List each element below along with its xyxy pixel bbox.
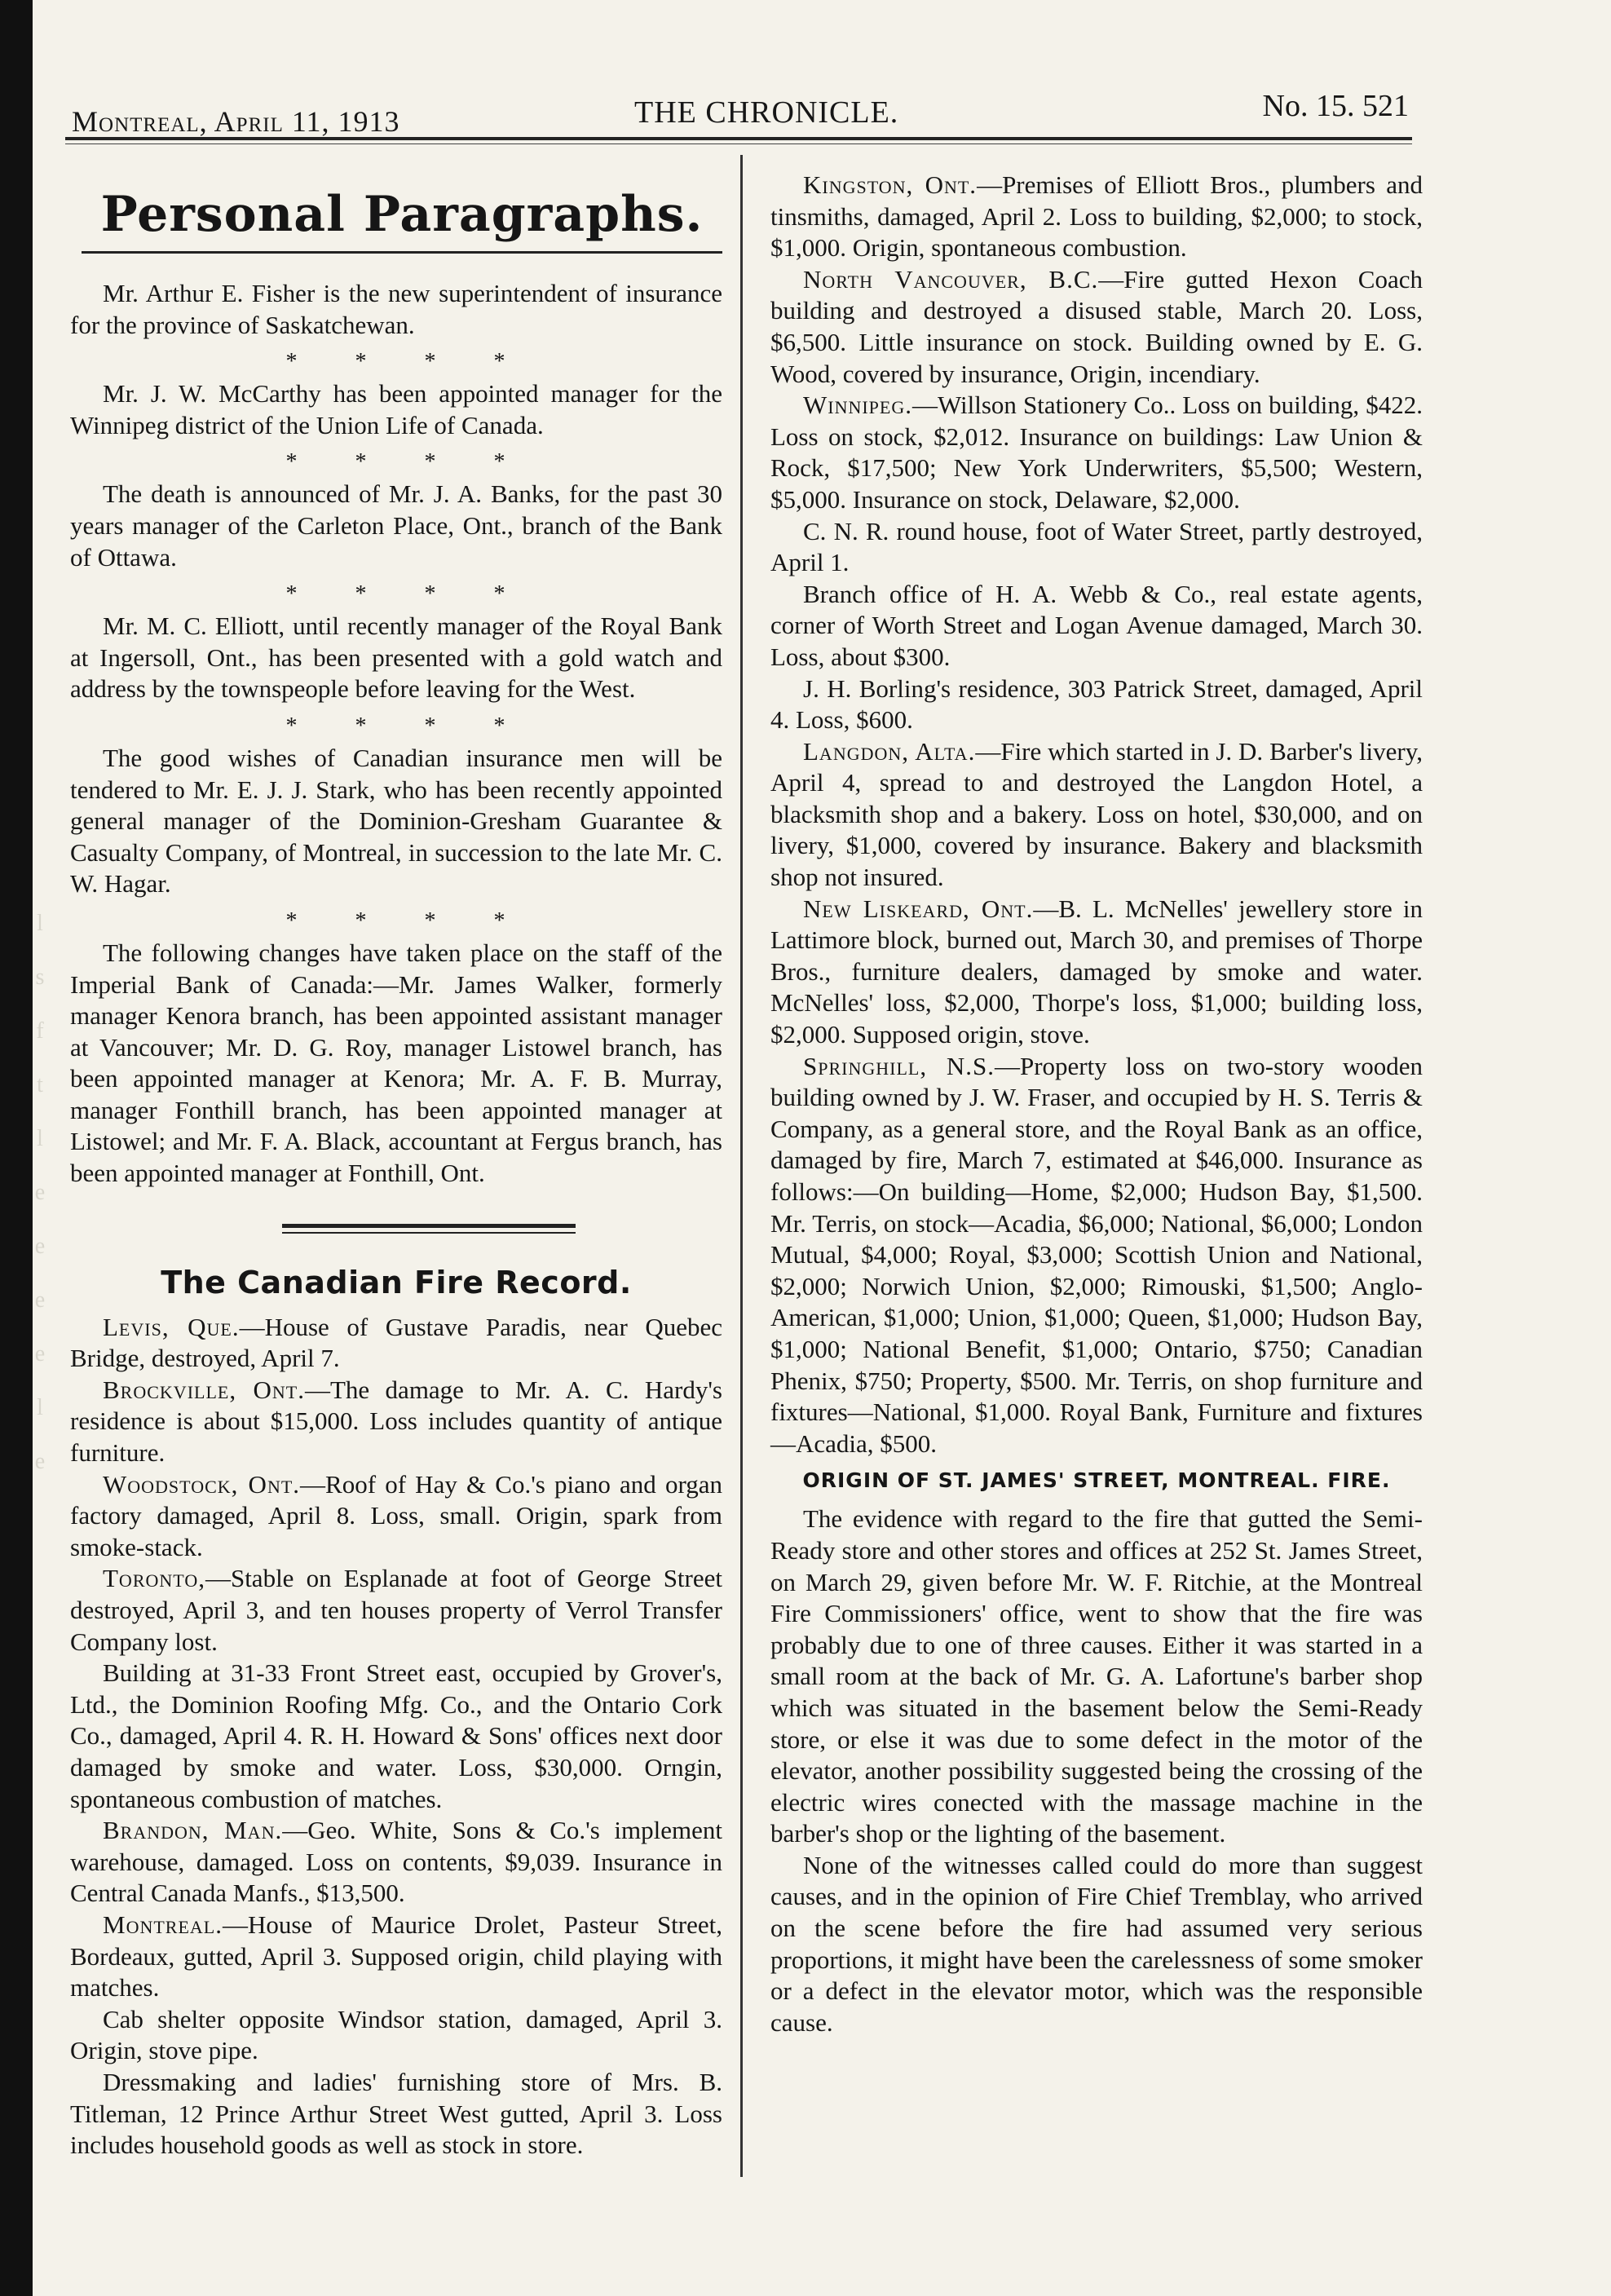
section-double-rule xyxy=(282,1224,576,1234)
fire-item-text: —House of Maurice Drolet, Pasteur Street, Bordeaux, gutted, April 3. Supposed origin, child playing with matches. xyxy=(70,1910,722,2002)
fire-item xyxy=(770,390,1423,515)
fire-item xyxy=(70,1375,722,1469)
fire-item-place: Brandon, Man. xyxy=(103,1816,283,1845)
personal-paragraph: The death is announced of Mr. J. A. Banks, for the past 30 years manager of the Carleton Place, Ont., branch of the Bank of Ottawa. xyxy=(70,479,722,572)
fire-item-text: —Stable on Esplanade at foot of George Street destroyed, April 3, and ten houses property of Verrol Transfer Company lost. xyxy=(70,1564,722,1656)
fire-item xyxy=(770,894,1423,1051)
personal-paragraph: The good wishes of Canadian insurance men will be tendered to Mr. E. J. J. Stark, who has been recently appointed general manager of the Dominion-Gresham Guarantee & Casualty Company, of Montreal, in succession to the late Mr. C. W. Hagar. xyxy=(70,743,722,899)
fire-item-text: J. H. Borling's residence, 303 Patrick Street, damaged, April 4. Loss, $600. xyxy=(770,673,1423,735)
fire-item xyxy=(770,673,1423,736)
fire-item-place: Langdon, Alta. xyxy=(803,736,976,766)
fire-item xyxy=(70,2067,722,2161)
fire-item xyxy=(70,1910,722,2004)
fire-item-text: Cab shelter opposite Windsor station, damaged, April 3. Origin, stove pipe. xyxy=(70,2004,722,2065)
edge-fragment: s xyxy=(35,965,45,990)
fire-item-place: Toronto, xyxy=(103,1564,205,1593)
fire-item-place: Springhill, N.S. xyxy=(803,1051,995,1080)
edge-fragment: l xyxy=(37,1126,43,1151)
header-rule xyxy=(65,137,1412,140)
fire-item xyxy=(770,264,1423,390)
fire-item-text: —House of Gustave Paradis, near Quebec Bridge, destroyed, April 7. xyxy=(70,1312,722,1373)
fire-item xyxy=(770,516,1423,579)
personal-paragraph: Mr. M. C. Elliott, until recently manager of the Royal Bank at Ingersoll, Ont., has been presented with a gold watch and address by the townspeople before leaving for the West. xyxy=(70,612,722,704)
fire-item xyxy=(770,170,1423,264)
edge-fragment: e xyxy=(34,1234,46,1259)
fire-item-text: —Roof of Hay & Co.'s piano and organ factory damaged, April 8. Loss, small. Origin, spark from smoke-stack. xyxy=(70,1469,722,1561)
fire-item-place: Winnipeg. xyxy=(803,391,912,420)
edge-fragment: e xyxy=(34,1180,46,1205)
header-issue-page: No. 15. 521 xyxy=(1262,89,1409,123)
origin-paragraph: None of the witnesses called could do more than suggest causes, and in the opinion of Fire Chief Tremblay, who arrived on the scene before the fire had assumed very serious proportions, it might have been the carelessness of some smoker or a defect in the elevator motor, which was the responsible cause. xyxy=(770,1850,1423,2037)
personal-paragraph: Mr. J. W. McCarthy has been appointed manager for the Winnipeg district of the Union Life of Canada. xyxy=(70,379,722,439)
fire-item-text: —B. L. McNelles' jewellery store in Lattimore block, burned out, March 30, and premises of Thorpe Bros., furniture dealers, damaged by smoke and water. McNelles' loss, $2,000, Thorpe's loss, $1,000; building loss, $2,000. Supposed origin, stove. xyxy=(770,894,1423,1049)
fire-item-place: Woodstock, Ont. xyxy=(103,1469,301,1499)
fire-item-text: C. N. R. round house, foot of Water Street, partly destroyed, April 1. xyxy=(770,516,1423,577)
origin-paragraph: The evidence with regard to the fire that gutted the Semi-Ready store and other stores and offices at 252 St. James Street, on March 29, given before Mr. W. F. Ritchie, at the Montreal Fire Commissioners' office, went to show that the fire was probably due to one of three causes. Either it was started in a small room at the back of Mr. G. A. Lafortune's barber shop which was situated in the basement below the Semi-Ready store, or else it was due to some defect in the motor of the elevator, another possibility suggested being the crossing of the electric wires conected with the massage machine in the barber's shop or the lighting of the basement. xyxy=(770,1504,1423,1848)
fire-item xyxy=(70,1563,722,1658)
edge-fragments xyxy=(33,897,47,1489)
fire-item-text: Building at 31-33 Front Street east, occupied by Grover's, Ltd., the Dominion Roofing Mfg. Co., and the Ontario Cork Co., damaged, April 4. R. H. Howard & Sons' offices next door damaged by smoke and water. Loss, $30,000. Orngin, spontaneous combustion of matches. xyxy=(70,1658,722,1813)
header-date: Montreal, April 11, 1913 xyxy=(72,105,400,138)
fire-item-text: —Premises of Elliott Bros., plumbers and tinsmiths, damaged, April 2. Loss to building, $2,000; to stock, $1,000. Origin, spontaneous combustion. xyxy=(770,170,1423,263)
fire-item-place: North Vancouver, B.C. xyxy=(803,264,1099,294)
fire-item-text: —Geo. White, Sons & Co.'s implement warehouse, damaged. Loss on contents, $9,039. Insurance in Central Canada Manfs., $13,500. xyxy=(70,1816,722,1908)
fire-item xyxy=(770,736,1423,894)
fire-item-text: Branch office of H. A. Webb & Co., real estate agents, corner of Worth Street and Logan Avenue damaged, March 30. Loss, about $300. xyxy=(770,579,1423,671)
fire-item xyxy=(70,1312,722,1375)
left-column xyxy=(70,186,722,2161)
header-publication: THE CHRONICLE. xyxy=(634,95,899,130)
fire-item-text: —Fire gutted Hexon Coach building and destroyed a disused stable, March 20. Loss, $6,500. Little insurance on stock. Building owned by E. G. Wood, covered by insurance, Origin, incendiary. xyxy=(770,264,1423,388)
fire-item xyxy=(70,1815,722,1910)
right-column xyxy=(770,170,1423,2038)
fire-item-place: Levis, Que. xyxy=(103,1312,240,1341)
fire-item-place: New Liskeard, Ont. xyxy=(803,894,1034,923)
fire-item xyxy=(70,1469,722,1564)
edge-fragment: e xyxy=(34,1341,46,1367)
edge-fragment: f xyxy=(36,1018,44,1044)
edge-fragment: e xyxy=(34,1449,46,1474)
fire-item-place: Brockville, Ont. xyxy=(103,1375,305,1404)
fire-item-text: Dressmaking and ladies' furnishing store of Mrs. B. Titleman, 12 Prince Arthur Street West gutted, April 3. Loss includes household goods as well as stock in store. xyxy=(70,2067,722,2160)
fire-item xyxy=(70,1658,722,1815)
newspaper-page xyxy=(33,0,1611,2296)
edge-fragment: e xyxy=(34,1287,46,1313)
separator-stars: * * * * xyxy=(285,581,532,607)
fire-item-text: —Fire which started in J. D. Barber's livery, April 4, spread to and destroyed the Langdon Hotel, a blacksmith shop and a bakery. Loss on hotel, $30,000, and on livery, $1,000, covered by insurance. Bakery and blacksmith shop not insured. xyxy=(770,736,1423,892)
fire-item-text: —The damage to Mr. A. C. Hardy's residence is about $15,000. Loss includes quantity of antique furniture. xyxy=(70,1375,722,1468)
fire-item xyxy=(70,2004,722,2067)
fire-item-text: —Property loss on two-story wooden building owned by J. W. Fraser, and occupied by H. S. Terris & Company, as a general store, and the Royal Bank as an office, damaged by fire, March 7, estimated at $46,000. Insurance as follows:—On building—Home, $2,000; Hudson Bay, $1,500. Mr. Terris, on stock—Acadia, $6,000; National, $6,000; London Mutual, $4,000; Royal, $3,000; Scottish Union and National, $2,000; Norwich Union, $2,000; Rimouski, $1,500; Anglo-American, $1,000; Union, $1,000; Queen, $1,000; Hudson Bay, $1,000; National Benefit, $1,000; Ontario, $750; Canadian Phenix, $750; Property, $500. Mr. Terris, on shop furniture and fixtures—National, $1,000. Royal Bank, Furniture and fixtures—Acadia, $500. xyxy=(770,1051,1423,1458)
page-header xyxy=(72,82,1409,139)
edge-fragment: l xyxy=(37,1395,43,1420)
fire-item-text: —Willson Stationery Co.. Loss on building, $422. Loss on stock, $2,012. Insurance on buildings: Law Union & Rock, $17,500; New York Underwriters, $5,500; Western, $5,000. Insurance on stock, Delaware, $2,000. xyxy=(770,391,1423,514)
edge-fragment: l xyxy=(37,911,43,936)
fire-item xyxy=(770,579,1423,673)
fire-item xyxy=(770,1051,1423,1460)
separator-stars: * * * * xyxy=(285,907,532,934)
fire-item-place: Kingston, Ont. xyxy=(803,170,978,199)
personal-paragraphs-title: Personal Paragraphs. xyxy=(82,186,722,254)
separator-stars: * * * * xyxy=(285,449,532,475)
personal-paragraph: Mr. Arthur E. Fisher is the new superintendent of insurance for the province of Saskatchewan. xyxy=(70,279,722,339)
personal-paragraph: The following changes have taken place on the staff of the Imperial Bank of Canada:—Mr. James Walker, formerly manager Kenora branch, has been appointed assistant manager at Vancouver; Mr. D. G. Roy, manager Listowel branch, has been appointed manager at Kenora; Mr. A. F. B. Murray, manager Fonthill branch, has been appointed manager at Listowel; and Mr. F. A. Black, accountant at Fergus branch, has been appointed manager at Fonthill, Ont. xyxy=(70,938,722,1188)
fire-item-place: Montreal. xyxy=(103,1910,223,1939)
column-divider xyxy=(740,155,743,2177)
separator-stars: * * * * xyxy=(285,713,532,739)
edge-fragment: t xyxy=(37,1072,43,1097)
origin-section-title: ORIGIN OF ST. JAMES' STREET, MONTREAL. FIRE. xyxy=(802,1468,1391,1493)
fire-record-title: The Canadian Fire Record. xyxy=(161,1264,632,1300)
separator-stars: * * * * xyxy=(285,349,532,375)
